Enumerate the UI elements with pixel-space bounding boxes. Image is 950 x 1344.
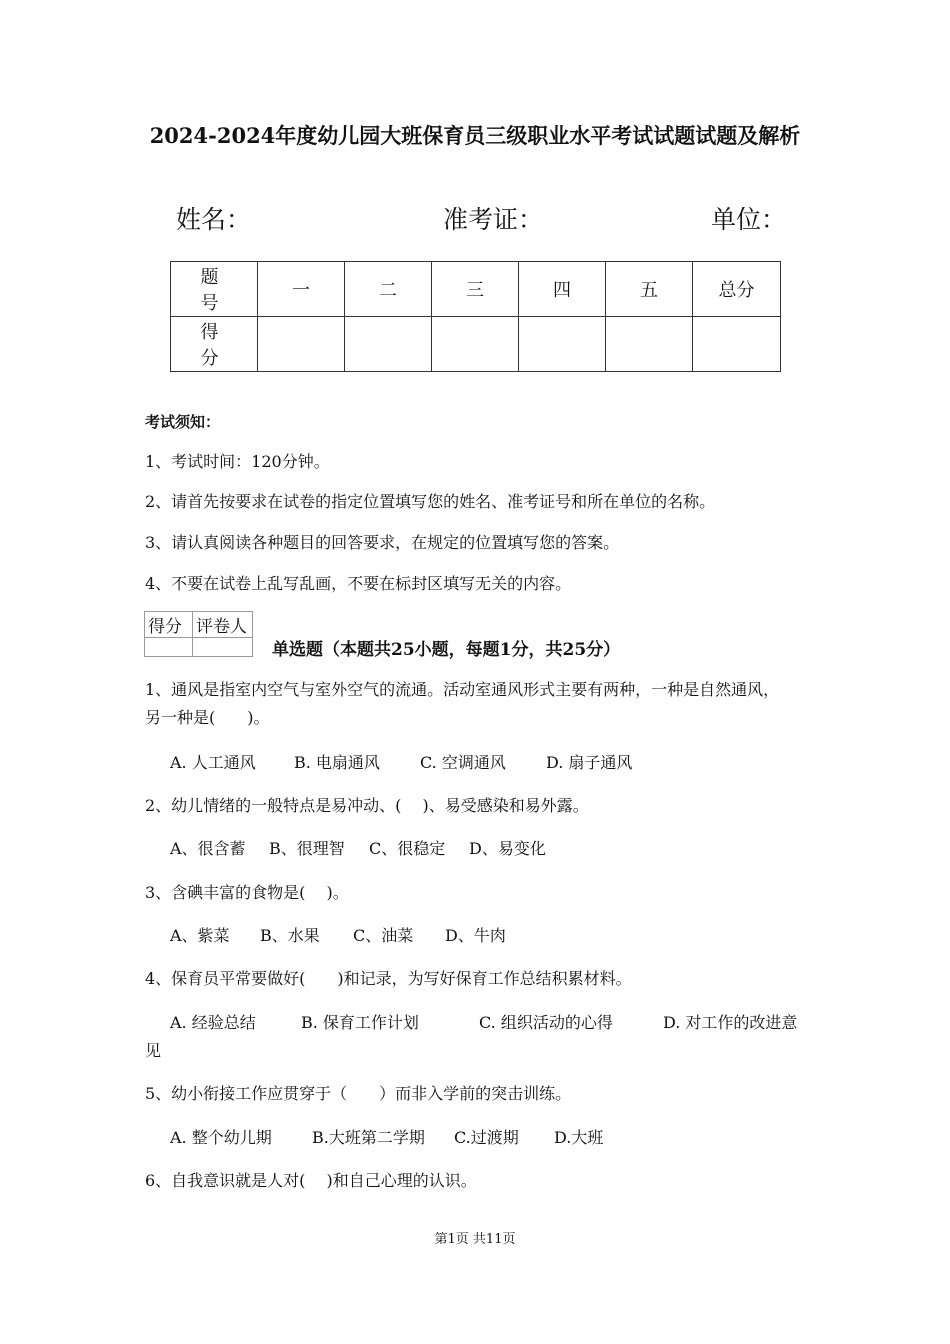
option[interactable]: B. 保育工作计划 [301,1013,419,1032]
score-cell[interactable] [345,317,432,372]
question-text-continued: 另一种是( )。 [145,708,270,727]
option[interactable]: D、牛肉 [445,926,506,945]
notice-item: 3、请认真阅读各种题目的回答要求，在规定的位置填写您的答案。 [145,533,620,552]
notice-item: 1、考试时间：120分钟。 [145,452,330,471]
column-header: 总分 [693,262,781,317]
page-footer: 第1页 共11页 [434,1232,516,1247]
score-label: 得 分 [171,317,258,372]
question-text: 4、保育员平常要做好( )和记录，为写好保育工作总结积累材料。 [145,969,632,988]
notice-item: 4、不要在试卷上乱写乱画，不要在标封区填写无关的内容。 [145,574,572,593]
score-table [170,261,781,372]
option[interactable]: B、很理智 [269,839,345,858]
question-text: 2、幼儿情绪的一般特点是易冲动、( )、易受感染和易外露。 [145,796,589,815]
name-field-label: 姓名： [176,205,252,234]
question-options [170,750,632,776]
column-header: 四 [519,262,606,317]
column-header: 五 [606,262,693,317]
unit-field-label: 单位： [711,205,787,234]
option[interactable]: C. 组织活动的心得 [479,1013,613,1032]
document-title: 2024-2024年度幼儿园大班保育员三级职业水平考试试题试题及解析 [149,123,801,148]
exam-id-field-label: 准考证： [443,205,544,234]
option[interactable]: B、水果 [260,926,320,945]
question-options [170,1010,797,1036]
option[interactable]: C、油菜 [353,926,414,945]
question-options [170,1125,603,1151]
option[interactable]: C.过渡期 [454,1128,519,1147]
question-options [170,836,546,862]
option[interactable]: B. 电扇通风 [294,753,380,772]
question-options [170,923,506,949]
option-wrap-text: 见 [145,1041,162,1060]
option[interactable]: B.大班第二学期 [312,1128,425,1147]
option[interactable]: D、易变化 [469,839,546,858]
grader-name-cell[interactable] [193,638,253,657]
column-header: 三 [432,262,519,317]
option[interactable]: A. 经验总结 [170,1013,256,1032]
option[interactable]: A. 整个幼儿期 [170,1128,272,1147]
option[interactable]: C. 空调通风 [420,753,506,772]
question-number-label: 题 号 [171,262,258,317]
option[interactable]: D. 对工作的改进意 [663,1013,798,1032]
grader-box [144,611,253,657]
notice-item: 2、请首先按要求在试卷的指定位置填写您的姓名、准考证号和所在单位的名称。 [145,492,716,511]
option[interactable]: D. 扇子通风 [546,753,633,772]
section-title: 单选题（本题共25小题，每题1分，共25分） [272,640,621,660]
question-text: 6、自我意识就是人对( )和自己心理的认识。 [145,1171,477,1190]
option[interactable]: A、紫菜 [170,926,230,945]
score-cell[interactable] [432,317,519,372]
question-text: 1、通风是指室内空气与室外空气的流通。活动室通风形式主要有两种，一种是自然通风， [145,680,780,699]
option[interactable]: A. 人工通风 [170,753,256,772]
grader-score-cell[interactable] [145,638,193,657]
question-text: 3、含碘丰富的食物是( )。 [145,883,349,902]
score-cell[interactable] [519,317,606,372]
question-text: 5、幼小衔接工作应贯穿于（ ）而非入学前的突击训练。 [145,1084,572,1103]
column-header: 二 [345,262,432,317]
score-cell[interactable] [606,317,693,372]
notice-title: 考试须知： [145,413,221,431]
option[interactable]: D.大班 [554,1128,604,1147]
grader-score-label: 得分 [145,612,193,638]
grader-label: 评卷人 [193,612,253,638]
column-header: 一 [258,262,345,317]
option[interactable]: C、很稳定 [369,839,446,858]
score-cell[interactable] [693,317,781,372]
option[interactable]: A、很含蓄 [170,839,246,858]
